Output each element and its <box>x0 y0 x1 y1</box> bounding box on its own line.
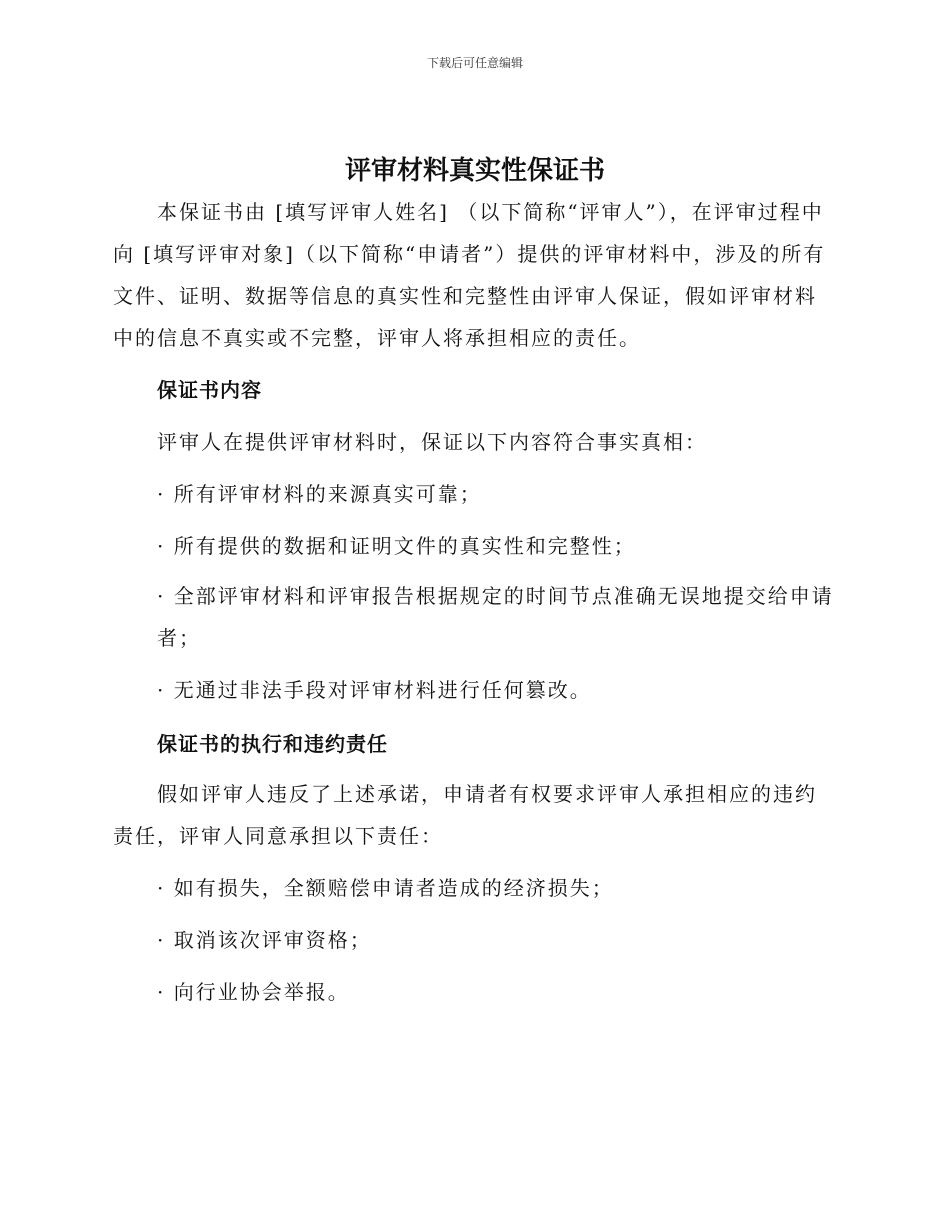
content-item: · 所有提供的数据和证明文件的真实性和完整性； <box>157 534 636 558</box>
header-note: 下载后可任意编辑 <box>426 56 523 70</box>
section-content-lead: 评审人在提供评审材料时，保证以下内容符合事实真相： <box>157 430 707 454</box>
content-item: · 无通过非法手段对评审材料进行任何篡改。 <box>157 678 592 702</box>
section-liability-lead: 假如评审人违反了上述承诺，申请者有权要求评审人承担相应的违约责任，评审人同意承担以下责任： <box>113 782 817 848</box>
liability-item: · 向行业协会举报。 <box>157 980 350 1004</box>
liability-item: · 如有损失，全额赔偿申请者造成的经济损失； <box>157 876 614 900</box>
content-item: · 所有评审材料的来源真实可靠； <box>157 482 482 506</box>
document-title: 评审材料真实性保证书 <box>344 156 605 186</box>
intro-paragraph: 本保证书由 [填写评审人姓名] （以下简称“评审人”），在评审过程中向 [填写评审对象]（以下简称“申请者”）提供的评审材料中，涉及的所有文件、证明、数据等信息的真实性和完整性由评审人保证，假如评审材料中的信息不真实或不完整，评审人将承担相应的责任。 <box>113 200 826 350</box>
section-heading-content: 保证书内容 <box>157 378 262 402</box>
content-item: · 全部评审材料和评审报告根据规定的时间节点准确无误地提交给申请者； <box>157 584 834 650</box>
liability-item: · 取消该次评审资格； <box>157 928 372 952</box>
section-heading-liability: 保证书的执行和违约责任 <box>157 732 388 756</box>
